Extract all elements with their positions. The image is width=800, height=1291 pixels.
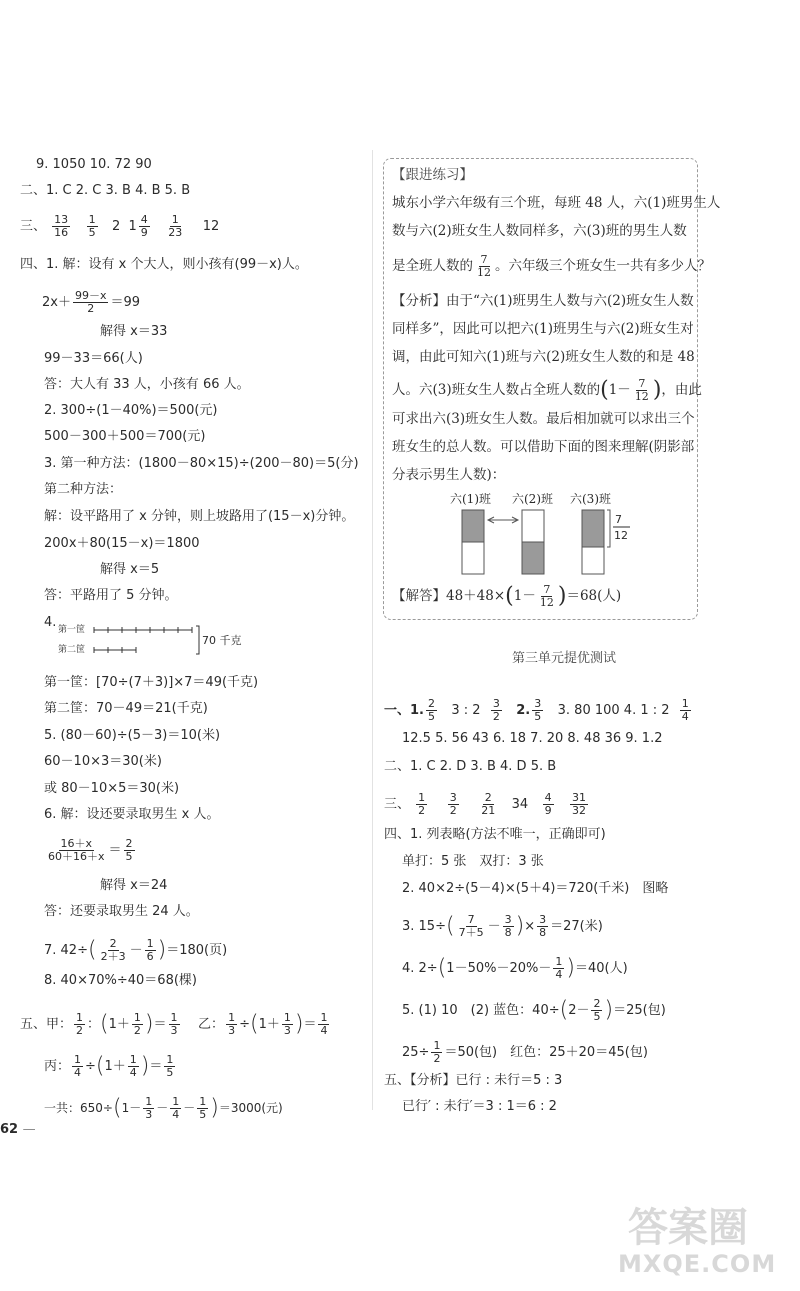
r-section3: 三、 $\frac{1}{2}$ $\frac{3}{2}$ $\frac{2}{21}$ 34 $\frac{4}{9}$ $\frac{31}{32}$: [384, 791, 586, 817]
q4-1-solution: 解得 x＝33: [100, 324, 168, 339]
row1-label: 第一筐: [58, 625, 86, 635]
answer-line-9-10: 9. 1050 10. 72 90: [36, 157, 152, 172]
practice-tag: 【跟进练习】: [392, 167, 473, 183]
analysis-line-2: 同样多”，因此可以把六(1)班男生与六(2)班女生对: [392, 321, 694, 337]
q4-1-equation: 2x＋ $\frac{99-x}{2}$ ＝99: [42, 289, 141, 315]
analysis-line-7: 分表示男生人数)：: [392, 467, 506, 483]
analysis-line-6: 班女生的总人数。可以借助下面的图来理解(阴影部: [392, 439, 695, 455]
r-section4-q1-ans: 单打：5 张 双打：3 张: [402, 854, 544, 869]
svg-text:7: 7: [615, 513, 622, 526]
q4-4-segment-diagram: [58, 620, 248, 660]
analysis-line-5: 可求出六(3)班女生人数。最后相加就可以求出三个: [392, 411, 695, 427]
analysis-line-3: 调，由此可知六(1)班与六(2)班女生人数的和是 48: [392, 349, 695, 365]
r-section4-q4: 4. 2÷(1－50%－20%－ $\frac{1}{4}$ )＝40(人): [402, 955, 628, 981]
unit-3-test-title: 第三单元提优测试: [512, 651, 617, 666]
column-divider: [372, 150, 373, 1110]
analysis-line-4: 人。六(3)班女生人数占全班人数的(1－ $\frac{7}{12}$ )，由此: [392, 377, 702, 403]
watermark-url: MXQE.COM: [618, 1250, 777, 1278]
q4-6-equation: $\frac{16+x}{60+16+x}$ ＝ $\frac{2}{5}$: [48, 837, 133, 863]
analysis-line-1: 【分析】由于“六(1)班男生人数与六(2)班女生人数: [392, 293, 694, 309]
r-section4-q1: 四、1. 列表略(方法不唯一，正确即可): [384, 827, 606, 842]
q4-8: 8. 40×70%÷40＝68(棵): [44, 973, 197, 988]
section-2-answers: 二、1. C 2. C 3. B 4. B 5. B: [20, 183, 191, 198]
q4-1-answer: 答：大人有 33 人，小孩有 66 人。: [44, 377, 250, 392]
solution-line: 【解答】48＋48×(1－ $\frac{7}{12}$ )＝68(人): [392, 583, 622, 609]
q4-4-number: 4.: [44, 615, 57, 630]
problem-line-1: 城东小学六年级有三个班，每班 48 人，六(1)班男生人: [392, 195, 721, 211]
q4-3-method1: 3. 第一种方法：(1800－80×15)÷(200－80)＝5(分): [44, 456, 359, 471]
problem-line-3: 是全班人数的 $\frac{7}{12}$ 。六年级三个班女生一共有多少人？: [392, 253, 711, 279]
r-section4-q5: 5. (1) 10 (2) 蓝色：40÷(2－ $\frac{2}{5}$ )＝25(包): [402, 997, 666, 1023]
svg-text:12: 12: [614, 529, 628, 542]
q4-4-basket1: 第一筐：[70÷(7＋3)]×7＝49(千克): [44, 675, 259, 690]
class-diagram: [450, 508, 650, 576]
q4-5-line1: 5. (80－60)÷(5－3)＝10(米): [44, 728, 221, 743]
q4-2-line2: 500－300＋500＝700(元): [44, 429, 206, 444]
q4-1-setup: 四、1. 解：设有 x 个大人，则小孩有(99－x)人。: [20, 257, 308, 272]
class2-label: 六(2)班: [512, 492, 553, 506]
q4-7: 7. 42÷( $\frac{2}{2+3}$ － $\frac{1}{6}$ )＝180(页): [44, 937, 228, 963]
r-section4-q3: 3. 15÷( $\frac{7}{7+5}$ － $\frac{3}{8}$ )× $\frac{3}{8}$ ＝27(米): [402, 913, 603, 939]
r-section4-q2: 2. 40×2÷(5－4)×(5＋4)＝720(千米) 图略: [402, 881, 669, 896]
q4-3-method2: 第二种方法：: [44, 482, 123, 497]
problem-line-2: 数与六(2)班女生人数同样多，六(3)班的男生人数: [392, 223, 687, 239]
r-section2: 二、1. C 2. D 3. B 4. D 5. B: [384, 759, 557, 774]
q4-5-line3: 或 80－10×5＝30(米): [44, 781, 180, 796]
row2-label: 第二筐: [58, 645, 86, 655]
r-section4-q5b: 25÷ $\frac{1}{2}$ ＝50(包) 红色：25＋20＝45(包): [402, 1039, 648, 1065]
q4-2-line1: 2. 300÷(1－40%)＝500(元): [44, 403, 218, 418]
r-section5-line1: 五、【分析】已行 : 未行＝5 : 3: [384, 1073, 563, 1088]
q4-6-answer: 答：还要录取男生 24 人。: [44, 904, 199, 919]
q4-3-setup: 解：设平路用了 x 分钟，则上坡路用了(15－x)分钟。: [44, 509, 355, 524]
class3-label: 六(3)班: [570, 492, 611, 506]
r-section5-line2: 已行′ : 未行′＝3 : 1＝6 : 2: [402, 1099, 557, 1114]
q4-3-solution: 解得 x＝5: [100, 562, 160, 577]
q5-jia-yi: 五、甲： $\frac{1}{2}$ ：(1＋ $\frac{1}{2}$ )＝ $\frac{1}{3}$ 乙： $\frac{1}{3}$ ÷(1＋ $\frac{1}{3}$ )＝ $\frac{1}{4}$: [20, 1011, 328, 1037]
q4-3-answer: 答：平路用了 5 分钟。: [44, 588, 178, 603]
q4-3-equation: 200x＋80(15－x)＝1800: [44, 536, 200, 551]
class1-label: 六(1)班: [450, 492, 491, 506]
q5-bing: 丙： $\frac{1}{4}$ ÷(1＋ $\frac{1}{4}$ )＝ $\frac{1}{5}$: [44, 1053, 174, 1079]
section-3-answers: 三、 $\frac{13}{16}$ $\frac{1}{5}$ 2 1 $\frac{4}{9}$ $\frac{1}{23}$ 12: [20, 213, 220, 239]
q4-5-line2: 60－10×3＝30(米): [44, 754, 162, 769]
q4-1-calc: 99－33＝66(人): [44, 351, 143, 366]
page-number: 62 —: [0, 1122, 36, 1137]
r-section1-line2: 12.5 5. 56 43 6. 18 7. 20 8. 48 36 9. 1.2: [402, 731, 663, 746]
q4-6-setup: 6. 解：设还要录取男生 x 人。: [44, 807, 220, 822]
watermark-logo: 答案圈: [628, 1205, 748, 1251]
q4-6-solution: 解得 x＝24: [100, 878, 168, 893]
q5-total: 一共：650÷(1－ $\frac{1}{3}$ － $\frac{1}{4}$ － $\frac{1}{5}$ )＝3000(元): [44, 1095, 283, 1121]
r-section1-line1: 一、1. $\frac{2}{5}$ 3 : 2 $\frac{3}{2}$ 2. $\frac{3}{5}$ 3. 80 100 4. 1 : 2 $\frac{1}{4}$: [384, 697, 689, 723]
weight-label: 70 千克: [202, 634, 242, 647]
q4-4-basket2: 第二筐：70－49＝21(千克): [44, 701, 208, 716]
